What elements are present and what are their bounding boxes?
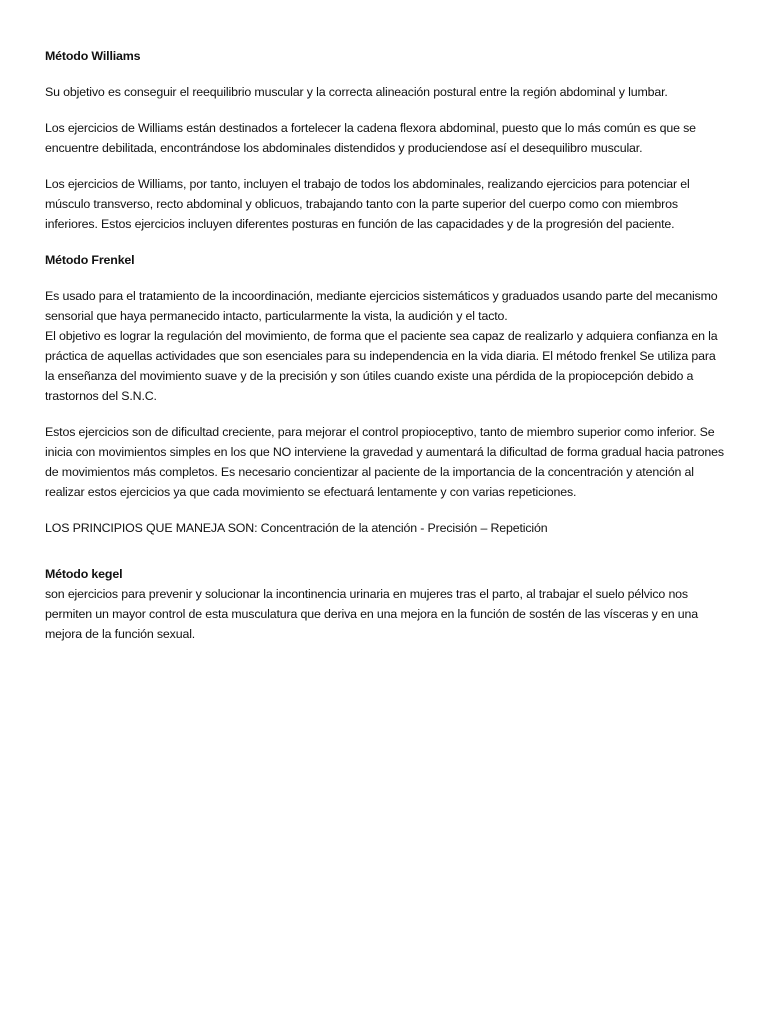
williams-paragraph-3: Los ejercicios de Williams, por tanto, incluyen el trabajo de todos los abdominales, realizando ejercicios para potenciar el músculo transverso, recto abdominal y oblicuos, trabajando tanto con la parte superior del cuerpo como con miembros inferiores. Estos ejercicios incluyen diferentes posturas en función de las capacidades y de la progresión del paciente. bbox=[45, 177, 690, 231]
heading-metodo-frenkel: Método Frenkel bbox=[45, 253, 135, 267]
williams-paragraph-1: Su objetivo es conseguir el reequilibrio muscular y la correcta alineación postural entre la región abdominal y lumbar. bbox=[45, 85, 668, 99]
kegel-paragraph-1: son ejercicios para prevenir y solucionar la incontinencia urinaria en mujeres tras el parto, al trabajar el suelo pélvico nos permiten un mayor control de esta musculatura que deriva en una mejora en la función de sostén de las vísceras y en una mejora de la función sexual. bbox=[45, 587, 699, 641]
heading-metodo-kegel: Método kegel bbox=[45, 567, 123, 581]
frenkel-paragraph-2: Estos ejercicios son de dificultad creciente, para mejorar el control propioceptivo, tanto de miembro superior como inferior. Se inicia con movimientos simples en los que NO interviene la gravedad y aumentará la dificultad de forma gradual hacia patrones de movimientos más completos. Es necesario concientizar al paciente de la importancia de la concentración y atención al realizar estos ejercicios ya que cada movimiento se efectuará lentamente y con varias repeticiones. bbox=[45, 425, 724, 499]
williams-paragraph-2: Los ejercicios de Williams están destinados a fortelecer la cadena flexora abdominal, puesto que lo más común es que se encuentre debilitada, encontrándose los abdominales distendidos y produciendose así el desequilibro muscular. bbox=[45, 121, 696, 155]
frenkel-paragraph-1a: Es usado para el tratamiento de la incoordinación, mediante ejercicios sistemáticos y graduados usando parte del mecanismo sensorial que haya permanecido intacto, particularmente la vista, la audición y el tacto. bbox=[45, 289, 718, 323]
frenkel-paragraph-1b: El objetivo es lograr la regulación del movimiento, de forma que el paciente sea capaz de realizarlo y adquiera confianza en la práctica de aquellas actividades que son esenciales para su independencia en la vida diaria. El método frenkel Se utiliza para la enseñanza del movimiento suave y de la precisión y son útiles cuando existe una pérdida de la propiocepción debido a trastornos del S.N.C. bbox=[45, 329, 718, 403]
frenkel-paragraph-1 bbox=[45, 286, 728, 406]
heading-metodo-williams: Método Williams bbox=[45, 49, 141, 63]
frenkel-principles: LOS PRINCIPIOS QUE MANEJA SON: Concentración de la atención - Precisión – Repetición bbox=[45, 521, 548, 535]
